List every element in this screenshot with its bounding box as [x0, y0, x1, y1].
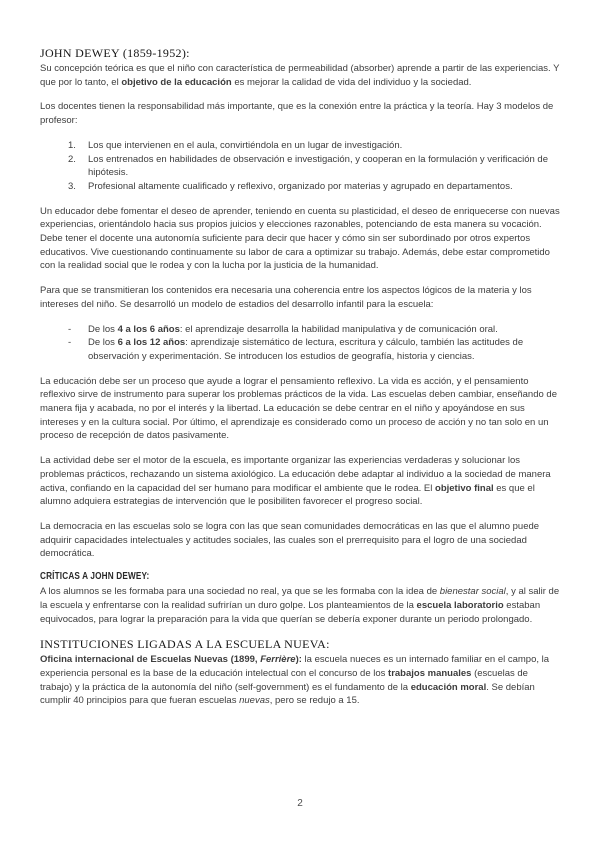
list-marker: 1.	[68, 139, 76, 151]
heading-instituciones-escuela-nueva: INSTITUCIONES LIGADAS A LA ESCUELA NUEVA:	[40, 637, 330, 652]
text-run: , y al salir de la escuela y enfrentarse con la realidad sufrirían un duro golpe. Los planteamientos de la	[40, 586, 560, 611]
list-item	[40, 180, 560, 194]
text-run: De los	[88, 337, 118, 349]
text-run: educación moral	[410, 681, 487, 693]
text-run: es mejorar la calidad de vida del individuo y la sociedad.	[231, 76, 472, 88]
text-run: es que el alumno adquiera estrategias de intervención que le posibiliten favorecer el progreso social.	[40, 482, 535, 508]
text-run: Oficina internacional de Escuelas Nuevas (1899,	[40, 654, 261, 666]
paragraph	[40, 100, 560, 127]
list-item	[40, 323, 560, 337]
text-run: : el aprendizaje desarrolla la habilidad manipulativa y de comunicación oral.	[179, 323, 498, 335]
text-run: La democracia en las escuelas solo se logra con las que sean comunidades democráticas en las que el alumno puede adquirir capacidades intelectuales y actitudes sociales, las cuales son el prerrequisito para el logro de una sociedad democrática.	[40, 520, 540, 560]
text-run: Un educador debe fomentar el deseo de aprender, teniendo en cuenta su plasticidad, el deseo de enriquecerse con nuevas experiencias, orientándolo hacia sus propios juicios y elecciones razonables, potenciando de esta manera su vocación. Debe tener el docente una autonomía suficiente para decir que hacer y cómo sin ser subordinado por otros expertos educativos. Vive cuestionando continuamente su labor de cara a optimizar su trabajo. Además, debe estar comprometido con la realidad social que le rodea y con la lucha por la justicia de la humanidad.	[40, 205, 560, 272]
text-run: objetivo final	[435, 482, 494, 494]
page-number: 2	[297, 798, 303, 809]
paragraph	[40, 205, 560, 274]
text-run: trabajos manuales	[388, 667, 472, 679]
list-marker: -	[68, 323, 72, 335]
text-run: Los que intervienen en el aula, convirtiéndola en un lugar de investigación.	[88, 139, 403, 151]
list-item-text	[88, 139, 560, 153]
dash-list	[40, 323, 560, 364]
list-item-text	[88, 336, 560, 363]
text-run: 4 a los 6 años	[117, 323, 180, 335]
text-run: nuevas	[239, 695, 270, 707]
text-run: bienestar social	[439, 586, 506, 598]
heading-john-dewey: JOHN DEWEY (1859-1952):	[40, 46, 190, 60]
text-run: Para que se transmitieran los contenidos era necesaria una coherencia entre los aspectos lógicos de la materia y los intereses del niño. Se desarrolló un modelo de estadios del desarrollo infantil para la escuela:	[40, 285, 532, 310]
text-run: ):	[295, 654, 302, 666]
paragraph	[40, 454, 560, 509]
text-run: Los entrenados en habilidades de observación e investigación, y cooperan en la formulación y verificación de hipótesis.	[88, 153, 548, 179]
text-run: la escuela nueces es un internado familiar en el campo, la experiencia personal es la base de la educación intelectual con el concurso de los	[40, 654, 550, 679]
list-marker: 2.	[68, 153, 76, 165]
list-item-text	[88, 323, 560, 337]
paragraph	[40, 585, 560, 626]
paragraph	[40, 62, 560, 89]
text-run: , pero se redujo a 15.	[269, 695, 360, 707]
text-run: La actividad debe ser el motor de la escuela, es importante organizar las experiencias verdaderas y solucionar los problemas prácticos, rechazando un sistema axiológico. La educación debe adaptar al individuo a la sociedad de manera activa, confiando en la capacidad del ser humano para modificar el ambiente que le rodea. El	[40, 455, 551, 494]
text-run: . Se debían cumplir 40 principios para que fueran escuelas	[40, 681, 535, 707]
paragraph	[40, 375, 560, 444]
paragraph	[40, 653, 560, 708]
text-run: estaban equivocados, para lograr la preparación para la vida que querían se debería exponer durante un periodo prolongado.	[40, 599, 541, 625]
list-item	[40, 336, 560, 363]
text-run: Los docentes tienen la responsabilidad más importante, que es la conexión entre la práctica y la teoría. Hay 3 modelos de profesor:	[40, 101, 554, 127]
text-run: A los alumnos se les formaba para una sociedad no real, ya que se les formaba con la idea de	[40, 586, 440, 598]
text-run: Ferrière	[260, 654, 296, 666]
list-item	[40, 139, 560, 153]
list-item-text	[88, 180, 560, 194]
text-run: : aprendizaje sistemático de lectura, escritura y cálculo, también las actitudes de observación y experimentación. Se introducen los estudios de geografía, historia y ciencias.	[88, 337, 524, 362]
list-item	[40, 153, 560, 180]
paragraph	[40, 284, 560, 311]
text-run: (escuelas de trabajo) y la práctica de la autonomía del niño (self-government) es el fundamento de la	[40, 667, 528, 693]
text-run: Profesional altamente cualificado y reflexivo, organizado por materias y agrupado en departamentos.	[88, 180, 513, 192]
heading-criticas-john-dewey: CRÍTICAS A JOHN DEWEY:	[40, 571, 150, 583]
list-marker: 3.	[68, 180, 76, 192]
list-marker: -	[68, 337, 72, 349]
text-run: De los	[88, 323, 118, 335]
text-run: objetivo de la educación	[121, 76, 232, 88]
text-run: La educación debe ser un proceso que ayude a lograr el pensamiento reflexivo. La vida es acción, y el pensamiento reflexivo sirve de instrumento para superar los problemas prácticos de la vida. Las escuelas deben cambiar, enseñando de manera fija y acabada, no por el interés y la libertad. La educación se debe centrar en el niño y apoyándose en sus intereses y en la cultura social. Por último, el aprendizaje es considerado como un proceso de acción y no tan solo en un proceso de recepción de datos pasivamente.	[40, 375, 557, 442]
paragraph	[40, 520, 560, 561]
numbered-list	[40, 139, 560, 194]
document-body	[40, 46, 560, 708]
list-item-text	[88, 153, 560, 180]
text-run: 6 a los 12 años	[117, 337, 186, 349]
text-run: escuela laboratorio	[416, 599, 504, 611]
text-run: Su concepción teórica es que el niño con característica de permeabilidad (absorber) aprende a partir de las experiencias. Y que por lo tanto, el	[40, 63, 560, 88]
